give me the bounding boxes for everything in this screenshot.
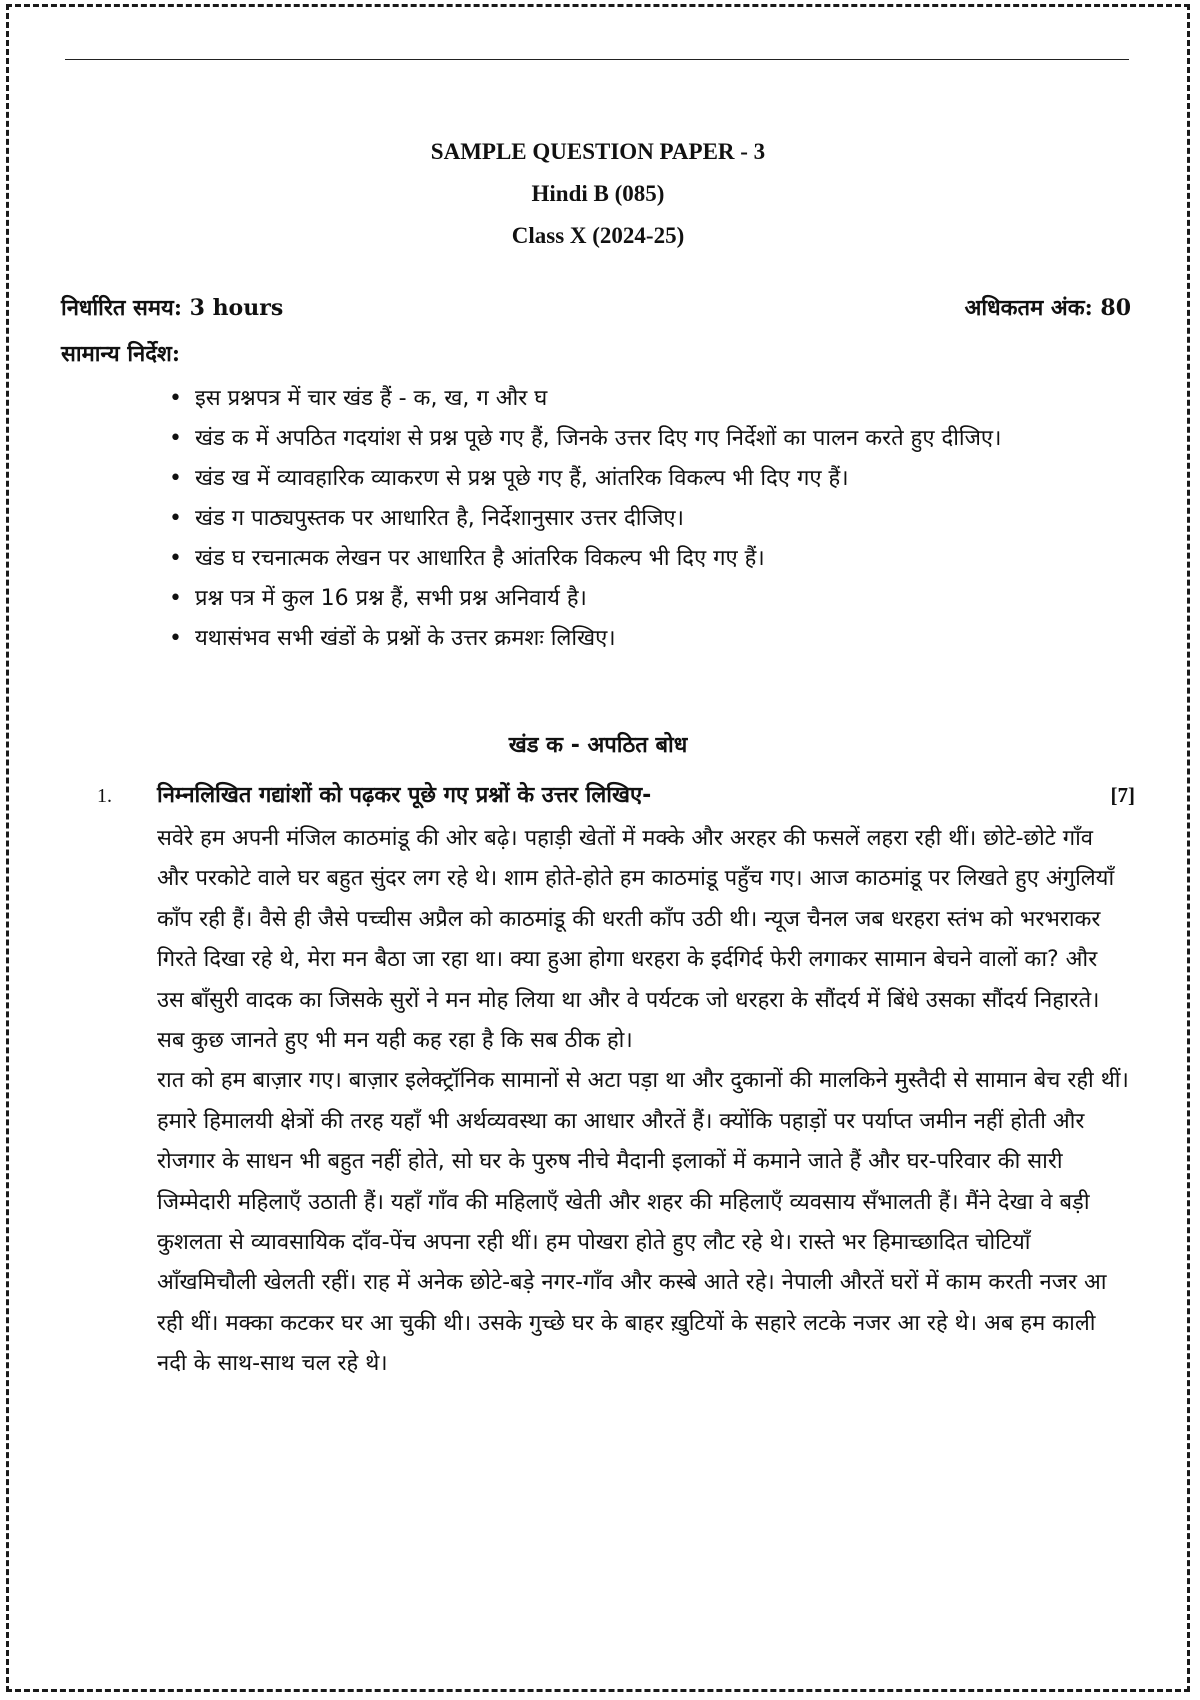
- paper-title: SAMPLE QUESTION PAPER - 3: [430, 139, 766, 164]
- paper-subject: Hindi B (085): [531, 181, 665, 206]
- instruction-item: • यथासंभव सभी खंडों के प्रश्नों के उत्तर क्रमशः लिखिए।: [169, 619, 1131, 659]
- passage-paragraph: सवेरे हम अपनी मंजिल काठमांडू की ओर बढ़े। पहाड़ी खेतों में मक्के और अरहर की फसलें लहरा रही थीं। छोटे-छोटे गाँव और परकोटे वाले घर बहुत सुंदर लग रहे थे। शाम होते-होते हम काठमांडू पहुँच गए। आज काठमांडू पर लिखते हुए अंगुलियाँ काँप रही हैं। वैसे ही जैसे पच्चीस अप्रैल को काठमांडू की धरती काँप उठी थी। न्यूज चैनल जब धरहरा स्तंभ को भरभराकर गिरते दिखा रहे थे, मेरा मन बैठा जा रहा था। क्या हुआ होगा धरहरा के इर्दगिर्द फेरी लगाकर सामान बेचने वालों का? और उस बाँसुरी वादक का जिसके सुरों ने मन मोह लिया था और वे पर्यटक जो धरहरा के सौंदर्य में बिंधे उसका सौंदर्य निहारते। सब कुछ जानते हुए भी मन यही कह रहा है कि सब ठीक हो।: [157, 826, 1115, 1054]
- paper-header: [9, 131, 1187, 257]
- passage: [157, 819, 1129, 1385]
- instruction-item: • खंड क में अपठित गदयांश से प्रश्न पूछे गए हैं, जिनके उत्तर दिए गए निर्देशों का पालन करते हुए दीजिए।: [169, 419, 1131, 459]
- question-row: [97, 779, 1135, 809]
- instructions-list: [169, 379, 1131, 659]
- instruction-item: • खंड ग पाठ्यपुस्तक पर आधारित है, निर्देशानुसार उत्तर दीजिए।: [169, 499, 1131, 539]
- general-instructions-title: सामान्य निर्देश:: [61, 341, 181, 367]
- time-allowed: निर्धारित समय: 3 hours: [61, 295, 284, 321]
- question-number: 1.: [97, 785, 112, 807]
- top-rule: [65, 59, 1129, 60]
- question-marks: [7]: [1110, 783, 1135, 807]
- paper-class: Class X (2024-25): [511, 223, 685, 248]
- question-text: निम्नलिखित गद्यांशों को पढ़कर पूछे गए प्रश्नों के उत्तर लिखिए-: [157, 783, 652, 808]
- section-title: खंड क - अपठित बोध: [508, 733, 688, 758]
- instruction-item: • प्रश्न पत्र में कुल 16 प्रश्न हैं, सभी प्रश्न अनिवार्य है।: [169, 579, 1131, 619]
- passage-paragraph: रात को हम बाज़ार गए। बाज़ार इलेक्ट्रॉनिक सामानों से अटा पड़ा था और दुकानों की मालकिने मुस्तैदी से सामान बेच रही थीं। हमारे हिमालयी क्षेत्रों की तरह यहाँ भी अर्थव्यवस्था का आधार औरतें हैं। क्योंकि पहाड़ों पर पर्याप्त जमीन नहीं होती और रोजगार के साधन भी बहुत नहीं होते, सो घर के पुरुष नीचे मैदानी इलाकों में कमाने जाते हैं और घर-परिवार की सारी जिम्मेदारी महिलाएँ उठाती हैं। यहाँ गाँव की महिलाएँ खेती और शहर की महिलाएँ व्यवसाय सँभालती हैं। मैंने देखा वे बड़ी कुशलता से व्यावसायिक दाँव-पेंच अपना रही थीं। हम पोखरा होते हुए लौट रहे थे। रास्ते भर हिमाच्छादित चोटियाँ आँखमिचौली खेलती रहीं। राह में अनेक छोटे-बड़े नगर-गाँव और कस्बे आते रहे। नेपाली औरतें घरों में काम करती नजर आ रही थीं। मक्का कटकर घर आ चुकी थी। उसके गुच्छे घर के बाहर ख़ुटियों के सहारे लटके नजर आ रहे थे। अब हम काली नदी के साथ-साथ चल रहे थे।: [157, 1068, 1129, 1377]
- meta-row: [61, 292, 1131, 322]
- instruction-item: • खंड घ रचनात्मक लेखन पर आधारित है आंतरिक विकल्प भी दिए गए हैं।: [169, 539, 1131, 579]
- instruction-item: • खंड ख में व्यावहारिक व्याकरण से प्रश्न पूछे गए हैं, आंतरिक विकल्प भी दिए गए हैं।: [169, 459, 1131, 499]
- max-marks: अधिकतम अंक: 80: [964, 295, 1131, 321]
- instruction-item: • इस प्रश्नपत्र में चार खंड हैं - क, ख, ग और घ: [169, 379, 1131, 419]
- page-border: [6, 4, 1190, 1692]
